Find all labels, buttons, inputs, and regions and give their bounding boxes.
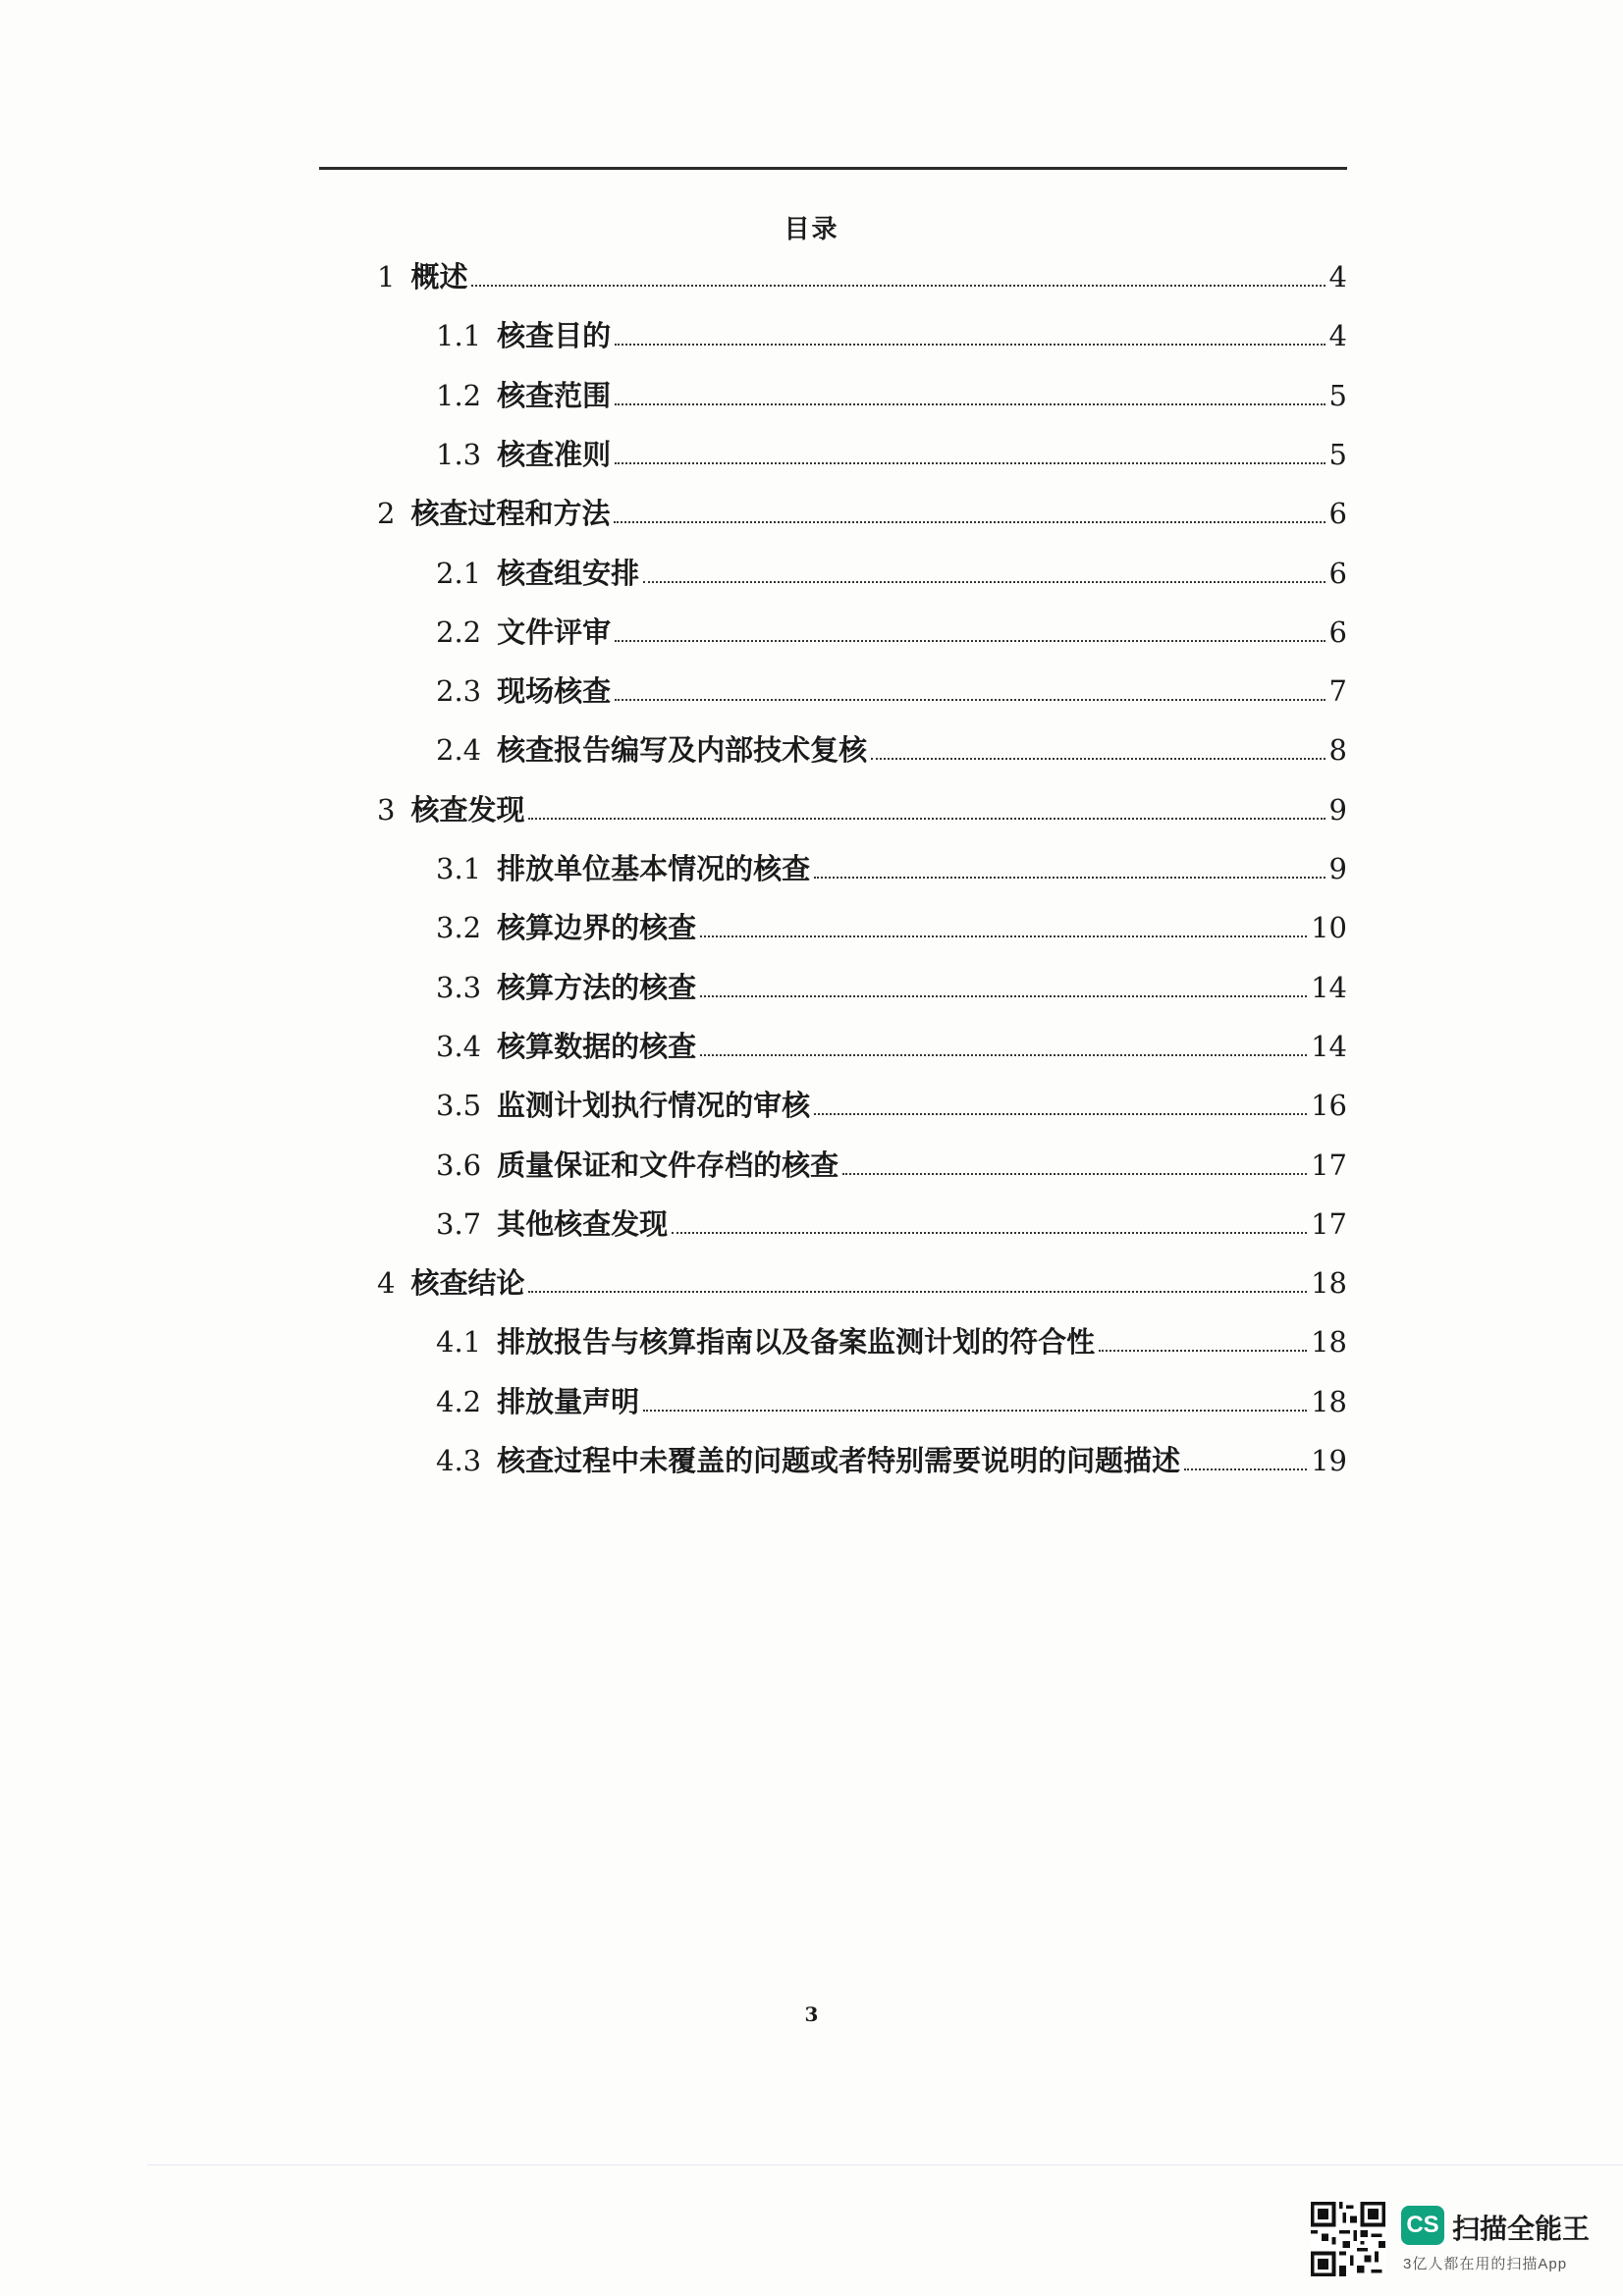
toc-entry	[377, 259, 1347, 294]
toc-entry-page: 14	[1311, 971, 1347, 1004]
page-number: 3	[804, 2002, 819, 2026]
toc-entry	[436, 673, 1347, 709]
toc-entry-page: 7	[1328, 674, 1347, 708]
toc-entry-title: 核查目的	[497, 319, 612, 352]
toc-dot-leader	[528, 1290, 1307, 1293]
toc-entry	[436, 732, 1347, 768]
toc-dot-leader	[615, 402, 1325, 405]
toc-dot-leader	[814, 876, 1325, 879]
toc-entry	[436, 1384, 1347, 1419]
toc-entry-page: 4	[1328, 319, 1347, 352]
toc-dot-leader	[615, 343, 1325, 346]
toc-entry-page: 5	[1328, 438, 1347, 471]
toc-entry-title: 文件评审	[497, 615, 612, 649]
toc-entry-number: 2.1	[436, 557, 482, 590]
toc-entry-title: 核算边界的核查	[497, 911, 697, 944]
toc-dot-leader	[871, 757, 1325, 760]
toc-dot-leader	[615, 639, 1325, 642]
toc-entry-number: 1.2	[436, 379, 482, 412]
toc-entry-page: 14	[1311, 1030, 1347, 1063]
scan-edge-line	[147, 2164, 1623, 2165]
toc-entry	[436, 556, 1347, 591]
toc-entry-title: 核查发现	[410, 793, 525, 827]
toc-entry-number: 3	[377, 793, 396, 827]
toc-entry-page: 9	[1328, 852, 1347, 885]
toc-entry-number: 2.2	[436, 615, 482, 649]
toc-entry-page: 18	[1311, 1266, 1347, 1300]
toc-entry-page: 6	[1328, 615, 1347, 649]
toc-entry-page: 6	[1328, 557, 1347, 590]
toc-dot-leader	[643, 580, 1325, 583]
toc-entry-number: 3.7	[436, 1207, 482, 1241]
toc-dot-leader	[643, 1409, 1307, 1412]
header-rule	[319, 167, 1347, 170]
toc-entry-page: 16	[1311, 1089, 1347, 1122]
toc-dot-leader	[842, 1172, 1307, 1175]
toc-entry-page: 17	[1311, 1148, 1347, 1182]
toc-entry-number: 3.1	[436, 852, 482, 885]
toc-entry-page: 4	[1328, 260, 1347, 294]
toc-entry-number: 3.3	[436, 971, 482, 1004]
toc-dot-leader	[814, 1112, 1307, 1115]
toc-dot-leader	[615, 461, 1325, 464]
toc-entry-page: 5	[1328, 379, 1347, 412]
toc-entry	[436, 614, 1347, 650]
toc-entry-page: 9	[1328, 793, 1347, 827]
toc-entry-title: 排放量声明	[497, 1385, 640, 1418]
toc-entry-title: 概述	[410, 260, 468, 294]
qr-code-icon	[1311, 2202, 1385, 2276]
toc-entry-title: 核查范围	[497, 379, 612, 412]
toc-entry-title: 核算数据的核查	[497, 1030, 697, 1063]
toc-entry-title: 核查组安排	[497, 557, 640, 590]
toc-entry	[436, 1324, 1347, 1360]
toc-entry-number: 3.2	[436, 911, 482, 944]
toc-dot-leader	[614, 520, 1325, 523]
toc-entry-number: 1	[377, 260, 396, 294]
toc-entry-number: 1.1	[436, 319, 482, 352]
toc-entry-page: 17	[1311, 1207, 1347, 1241]
toc-entry	[436, 318, 1347, 353]
toc-entry-page: 18	[1311, 1325, 1347, 1359]
toc-entry-number: 2	[377, 497, 396, 530]
toc-entry	[377, 1265, 1347, 1301]
brand-tagline: 3亿人都在用的扫描App	[1403, 2256, 1568, 2272]
toc-entry-title: 排放单位基本情况的核查	[497, 852, 811, 885]
toc-entry-number: 1.3	[436, 438, 482, 471]
toc-entry-title: 核查过程中未覆盖的问题或者特别需要说明的问题描述	[497, 1444, 1181, 1477]
toc-entry	[436, 1443, 1347, 1478]
toc-dot-leader	[672, 1231, 1307, 1234]
camscanner-logo: CS	[1401, 2206, 1444, 2245]
toc-entry-page: 19	[1311, 1444, 1347, 1477]
toc-entry-number: 3.4	[436, 1030, 482, 1063]
toc-entry-number: 3.5	[436, 1089, 482, 1122]
scanner-watermark	[1311, 2202, 1605, 2280]
toc-title: 目录	[784, 215, 839, 244]
toc-entry-title: 核查准则	[497, 438, 612, 471]
toc-dot-leader	[615, 698, 1325, 701]
toc-dot-leader	[700, 1053, 1307, 1056]
toc-entry	[377, 792, 1347, 828]
toc-entry-title: 排放报告与核算指南以及备案监测计划的符合性	[497, 1325, 1096, 1359]
toc-entry-title: 现场核查	[497, 674, 612, 708]
toc-entry-title: 其他核查发现	[497, 1207, 669, 1241]
toc-entry-title: 质量保证和文件存档的核查	[497, 1148, 839, 1182]
toc-entry-number: 2.3	[436, 674, 482, 708]
toc-entry-title: 监测计划执行情况的审核	[497, 1089, 811, 1122]
toc-entry	[436, 378, 1347, 413]
toc-entry-page: 10	[1311, 911, 1347, 944]
toc-dot-leader	[528, 817, 1325, 820]
toc-entry	[436, 1088, 1347, 1123]
toc-entry-number: 4	[377, 1266, 396, 1300]
toc-dot-leader	[471, 284, 1325, 287]
toc-entry-page: 18	[1311, 1385, 1347, 1418]
toc-entry-page: 6	[1328, 497, 1347, 530]
toc-dot-leader	[700, 994, 1307, 997]
toc-entry-number: 2.4	[436, 733, 482, 767]
toc-entry-number: 4.2	[436, 1385, 482, 1418]
toc-entry	[436, 1029, 1347, 1064]
toc-dot-leader	[1099, 1349, 1307, 1352]
toc-entry-number: 4.1	[436, 1325, 482, 1359]
toc-entry	[436, 910, 1347, 945]
toc-entry-title: 核查过程和方法	[410, 497, 611, 530]
toc-entry-number: 3.6	[436, 1148, 482, 1182]
toc-entry	[436, 1206, 1347, 1242]
toc-entry	[377, 496, 1347, 531]
toc-entry-title: 核算方法的核查	[497, 971, 697, 1004]
toc-entry	[436, 970, 1347, 1005]
brand-name: 扫描全能王	[1452, 2214, 1591, 2244]
toc-dot-leader	[1184, 1468, 1307, 1470]
toc-entry	[436, 851, 1347, 886]
toc-entry-title: 核查结论	[410, 1266, 525, 1300]
toc-dot-leader	[700, 934, 1307, 937]
toc-entry	[436, 437, 1347, 472]
toc-entry	[436, 1148, 1347, 1183]
toc-entry-page: 8	[1328, 733, 1347, 767]
toc-entry-title: 核查报告编写及内部技术复核	[497, 733, 868, 767]
toc-entry-number: 4.3	[436, 1444, 482, 1477]
